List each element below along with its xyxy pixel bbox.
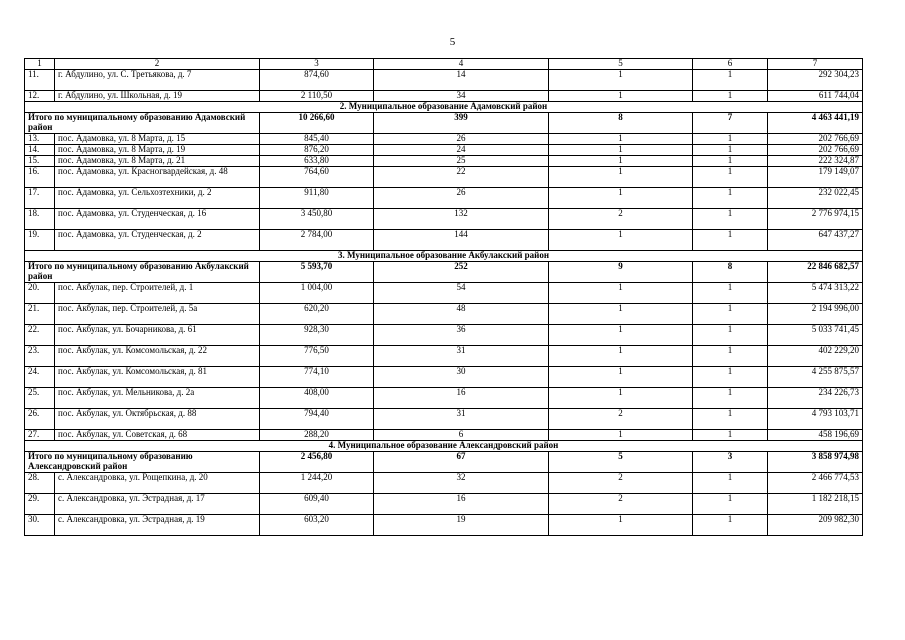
area-cell: 288,20 [260, 430, 374, 441]
total-entrances: 9 [549, 262, 693, 283]
cost-cell: 222 324,87 [768, 156, 863, 167]
housing-registry-table [24, 58, 863, 536]
houses-cell: 1 [693, 367, 768, 388]
entrances-cell: 2 [549, 494, 693, 515]
entrances-cell: 1 [549, 367, 693, 388]
row-number: 12. [25, 91, 55, 102]
address-cell: пос. Акбулак, ул. Мельникова, д. 2а [55, 388, 260, 409]
entrances-cell: 2 [549, 409, 693, 430]
section-header-row [25, 251, 863, 262]
residents-cell: 30 [374, 367, 549, 388]
address-cell: пос. Адамовка, ул. 8 Марта, д. 19 [55, 145, 260, 156]
address-cell: г. Абдулино, ул. С. Третьякова, д. 7 [55, 70, 260, 91]
residents-cell: 34 [374, 91, 549, 102]
area-cell: 874,60 [260, 70, 374, 91]
total-label: Итого по муниципальному образованию Адамовский район [25, 113, 260, 134]
entrances-cell: 2 [549, 473, 693, 494]
column-header: 3 [260, 59, 374, 70]
section-title: 2. Муниципальное образование Адамовский район [25, 102, 863, 113]
residents-cell: 132 [374, 209, 549, 230]
address-cell: пос. Адамовка, ул. 8 Марта, д. 21 [55, 156, 260, 167]
table-row [25, 167, 863, 188]
table-row [25, 346, 863, 367]
cost-cell: 5 033 741,45 [768, 325, 863, 346]
houses-cell: 1 [693, 409, 768, 430]
cost-cell: 4 255 875,57 [768, 367, 863, 388]
cost-cell: 179 149,07 [768, 167, 863, 188]
total-label: Итого по муниципальному образованию Александровский район [25, 452, 260, 473]
table-row [25, 156, 863, 167]
row-number: 29. [25, 494, 55, 515]
total-cost: 3 858 974,98 [768, 452, 863, 473]
area-cell: 764,60 [260, 167, 374, 188]
cost-cell: 202 766,69 [768, 134, 863, 145]
area-cell: 845,40 [260, 134, 374, 145]
table-row [25, 230, 863, 251]
row-number: 13. [25, 134, 55, 145]
column-header: 5 [549, 59, 693, 70]
area-cell: 1 004,00 [260, 283, 374, 304]
total-cost: 22 846 682,57 [768, 262, 863, 283]
address-cell: г. Абдулино, ул. Школьная, д. 19 [55, 91, 260, 102]
section-header-row [25, 441, 863, 452]
total-residents: 252 [374, 262, 549, 283]
houses-cell: 1 [693, 494, 768, 515]
section-title: 3. Муниципальное образование Акбулакский район [25, 251, 863, 262]
cost-cell: 647 437,27 [768, 230, 863, 251]
address-cell: пос. Акбулак, ул. Бочарникова, д. 61 [55, 325, 260, 346]
area-cell: 1 244,20 [260, 473, 374, 494]
area-cell: 776,50 [260, 346, 374, 367]
area-cell: 2 784,00 [260, 230, 374, 251]
address-cell: пос. Акбулак, пер. Строителей, д. 1 [55, 283, 260, 304]
table-row [25, 70, 863, 91]
table-row [25, 494, 863, 515]
row-number: 11. [25, 70, 55, 91]
residents-cell: 16 [374, 388, 549, 409]
area-cell: 928,30 [260, 325, 374, 346]
area-cell: 603,20 [260, 515, 374, 536]
houses-cell: 1 [693, 388, 768, 409]
row-number: 21. [25, 304, 55, 325]
section-title: 4. Муниципальное образование Александровский район [25, 441, 863, 452]
entrances-cell: 1 [549, 346, 693, 367]
total-entrances: 8 [549, 113, 693, 134]
row-number: 17. [25, 188, 55, 209]
table-row [25, 91, 863, 102]
cost-cell: 292 304,23 [768, 70, 863, 91]
address-cell: с. Александровка, ул. Эстрадная, д. 17 [55, 494, 260, 515]
address-cell: пос. Акбулак, ул. Октябрьская, д. 88 [55, 409, 260, 430]
row-number: 23. [25, 346, 55, 367]
row-number: 16. [25, 167, 55, 188]
total-area: 2 456,80 [260, 452, 374, 473]
address-cell: с. Александровка, ул. Эстрадная, д. 19 [55, 515, 260, 536]
row-number: 26. [25, 409, 55, 430]
row-number: 25. [25, 388, 55, 409]
cost-cell: 2 466 774,53 [768, 473, 863, 494]
area-cell: 911,80 [260, 188, 374, 209]
table-row [25, 388, 863, 409]
residents-cell: 16 [374, 494, 549, 515]
entrances-cell: 1 [549, 388, 693, 409]
houses-cell: 1 [693, 188, 768, 209]
entrances-cell: 1 [549, 430, 693, 441]
houses-cell: 1 [693, 325, 768, 346]
entrances-cell: 1 [549, 283, 693, 304]
cost-cell: 611 744,04 [768, 91, 863, 102]
residents-cell: 31 [374, 409, 549, 430]
total-residents: 399 [374, 113, 549, 134]
row-number: 30. [25, 515, 55, 536]
table-row [25, 188, 863, 209]
total-label: Итого по муниципальному образованию Акбулакский район [25, 262, 260, 283]
column-header: 4 [374, 59, 549, 70]
row-number: 15. [25, 156, 55, 167]
total-houses: 3 [693, 452, 768, 473]
row-number: 24. [25, 367, 55, 388]
entrances-cell: 1 [549, 70, 693, 91]
area-cell: 3 450,80 [260, 209, 374, 230]
area-cell: 620,20 [260, 304, 374, 325]
total-houses: 7 [693, 113, 768, 134]
cost-cell: 232 022,45 [768, 188, 863, 209]
page-number: 5 [449, 36, 456, 48]
row-number: 14. [25, 145, 55, 156]
residents-cell: 25 [374, 156, 549, 167]
cost-cell: 209 982,30 [768, 515, 863, 536]
houses-cell: 1 [693, 430, 768, 441]
column-header: 7 [768, 59, 863, 70]
houses-cell: 1 [693, 473, 768, 494]
address-cell: пос. Адамовка, ул. Студенческая, д. 16 [55, 209, 260, 230]
residents-cell: 19 [374, 515, 549, 536]
cost-cell: 2 194 996,00 [768, 304, 863, 325]
total-entrances: 5 [549, 452, 693, 473]
total-area: 5 593,70 [260, 262, 374, 283]
area-cell: 774,10 [260, 367, 374, 388]
table-row [25, 430, 863, 441]
entrances-cell: 1 [549, 134, 693, 145]
residents-cell: 36 [374, 325, 549, 346]
address-cell: пос. Акбулак, ул. Комсомольская, д. 22 [55, 346, 260, 367]
area-cell: 408,00 [260, 388, 374, 409]
total-area: 10 266,60 [260, 113, 374, 134]
total-residents: 67 [374, 452, 549, 473]
entrances-cell: 1 [549, 188, 693, 209]
area-cell: 2 110,50 [260, 91, 374, 102]
residents-cell: 24 [374, 145, 549, 156]
table-row [25, 304, 863, 325]
entrances-cell: 1 [549, 515, 693, 536]
entrances-cell: 1 [549, 304, 693, 325]
houses-cell: 1 [693, 134, 768, 145]
column-number-header-row [25, 59, 863, 70]
row-number: 19. [25, 230, 55, 251]
district-total-row [25, 113, 863, 134]
table-row [25, 325, 863, 346]
table-row [25, 145, 863, 156]
table-row [25, 134, 863, 145]
residents-cell: 32 [374, 473, 549, 494]
houses-cell: 1 [693, 346, 768, 367]
entrances-cell: 1 [549, 91, 693, 102]
residents-cell: 26 [374, 188, 549, 209]
houses-cell: 1 [693, 91, 768, 102]
cost-cell: 2 776 974,15 [768, 209, 863, 230]
houses-cell: 1 [693, 283, 768, 304]
table-row [25, 367, 863, 388]
address-cell: пос. Акбулак, ул. Советская, д. 68 [55, 430, 260, 441]
houses-cell: 1 [693, 145, 768, 156]
entrances-cell: 1 [549, 325, 693, 346]
residents-cell: 31 [374, 346, 549, 367]
area-cell: 794,40 [260, 409, 374, 430]
column-header: 1 [25, 59, 55, 70]
row-number: 28. [25, 473, 55, 494]
row-number: 27. [25, 430, 55, 441]
address-cell: пос. Акбулак, пер. Строителей, д. 5а [55, 304, 260, 325]
address-cell: пос. Адамовка, ул. Студенческая, д. 2 [55, 230, 260, 251]
total-houses: 8 [693, 262, 768, 283]
district-total-row [25, 262, 863, 283]
entrances-cell: 1 [549, 156, 693, 167]
cost-cell: 202 766,69 [768, 145, 863, 156]
entrances-cell: 1 [549, 167, 693, 188]
entrances-cell: 1 [549, 230, 693, 251]
address-cell: пос. Адамовка, ул. Красногвардейская, д. 48 [55, 167, 260, 188]
residents-cell: 26 [374, 134, 549, 145]
section-header-row [25, 102, 863, 113]
table-row [25, 283, 863, 304]
row-number: 20. [25, 283, 55, 304]
district-total-row [25, 452, 863, 473]
residents-cell: 48 [374, 304, 549, 325]
table-row [25, 209, 863, 230]
residents-cell: 6 [374, 430, 549, 441]
area-cell: 609,40 [260, 494, 374, 515]
cost-cell: 402 229,20 [768, 346, 863, 367]
entrances-cell: 1 [549, 145, 693, 156]
area-cell: 633,80 [260, 156, 374, 167]
residents-cell: 54 [374, 283, 549, 304]
houses-cell: 1 [693, 156, 768, 167]
address-cell: с. Александровка, ул. Рощепкина, д. 20 [55, 473, 260, 494]
cost-cell: 4 793 103,71 [768, 409, 863, 430]
row-number: 22. [25, 325, 55, 346]
houses-cell: 1 [693, 209, 768, 230]
column-header: 6 [693, 59, 768, 70]
houses-cell: 1 [693, 304, 768, 325]
area-cell: 876,20 [260, 145, 374, 156]
address-cell: пос. Адамовка, ул. 8 Марта, д. 15 [55, 134, 260, 145]
address-cell: пос. Акбулак, ул. Комсомольская, д. 81 [55, 367, 260, 388]
houses-cell: 1 [693, 230, 768, 251]
column-header: 2 [55, 59, 260, 70]
residents-cell: 22 [374, 167, 549, 188]
houses-cell: 1 [693, 515, 768, 536]
table-row [25, 473, 863, 494]
residents-cell: 14 [374, 70, 549, 91]
cost-cell: 5 474 313,22 [768, 283, 863, 304]
table-row [25, 515, 863, 536]
table-row [25, 409, 863, 430]
cost-cell: 1 182 218,15 [768, 494, 863, 515]
address-cell: пос. Адамовка, ул. Сельхозтехники, д. 2 [55, 188, 260, 209]
residents-cell: 144 [374, 230, 549, 251]
cost-cell: 234 226,73 [768, 388, 863, 409]
row-number: 18. [25, 209, 55, 230]
total-cost: 4 463 441,19 [768, 113, 863, 134]
houses-cell: 1 [693, 167, 768, 188]
cost-cell: 458 196,69 [768, 430, 863, 441]
entrances-cell: 2 [549, 209, 693, 230]
houses-cell: 1 [693, 70, 768, 91]
